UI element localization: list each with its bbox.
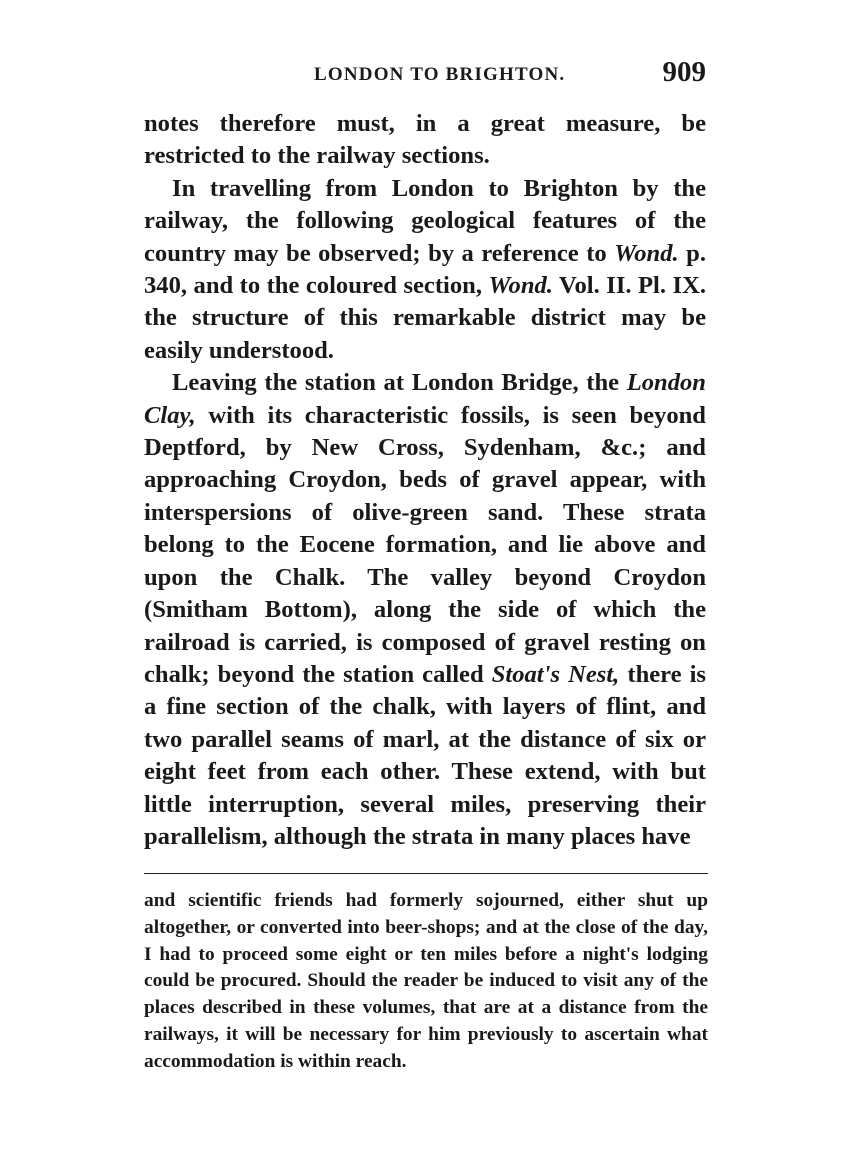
paragraph-2-text-e: Vol. II. Pl. IX. the structure of this remarkable district may be easily understood.	[144, 272, 706, 364]
paragraph-leaving-station	[144, 367, 706, 853]
paragraph-2-text-c: p. 340, and to the coloured section,	[144, 239, 706, 300]
footnote-divider	[144, 873, 708, 874]
paragraph-travelling	[144, 173, 706, 367]
main-text	[144, 108, 706, 853]
paragraph-3-text-c: with its characteristic fossils, is seen beyond Deptford, by New Cross, Sydenham, &c.; and approaching Croydon, beds of gravel appear, with interspersions of olive-green sand. These strata belong to the Eocene formation, and lie above and upon the Chalk. The valley beyond Croydon (Smitham Bottom), along the side of which the railroad is carried, is composed of gravel resting on chalk; beyond the station called	[144, 401, 706, 688]
paragraph-3-text-e: there is a fine section of the chalk, with layers of flint, and two parallel seams of marl, at the distance of six or eight feet from each other. These extend, with but little interruption, several miles, preserving their parallelism, although the strata in many places have	[144, 660, 707, 850]
running-header	[144, 56, 706, 96]
page-number: 909	[662, 56, 706, 88]
paragraph-3-text-a: Leaving the station at London Bridge, the	[172, 369, 627, 397]
wond-reference-1: Wond.	[614, 239, 679, 267]
paragraph-2-text-a: In travelling from London to Brighton by the railway, the following geological features of the country may be observed; by a reference to	[144, 174, 706, 267]
footnote	[144, 888, 708, 1076]
footnote-text: and scientific friends had formerly sojourned, either shut up altogether, or converted into beer-shops; and at the close of the day, I had to proceed some eight or ten miles before a night's lodging could be procured. Should the reader be induced to visit any of the places described in these volumes, that are at a distance from the railways, it will be necessary for him previously to ascertain what accommodation is within reach.	[144, 890, 708, 1072]
running-title: LONDON TO BRIGHTON.	[314, 64, 566, 85]
london-clay-term: London Clay,	[144, 369, 706, 429]
paragraph-1-text: notes therefore must, in a great measure, be restricted to the railway sections.	[144, 110, 706, 170]
paragraph-continuation	[144, 108, 706, 173]
wond-reference-2: Wond.	[488, 272, 553, 300]
stoats-nest-term: Stoat's Nest,	[491, 660, 620, 688]
